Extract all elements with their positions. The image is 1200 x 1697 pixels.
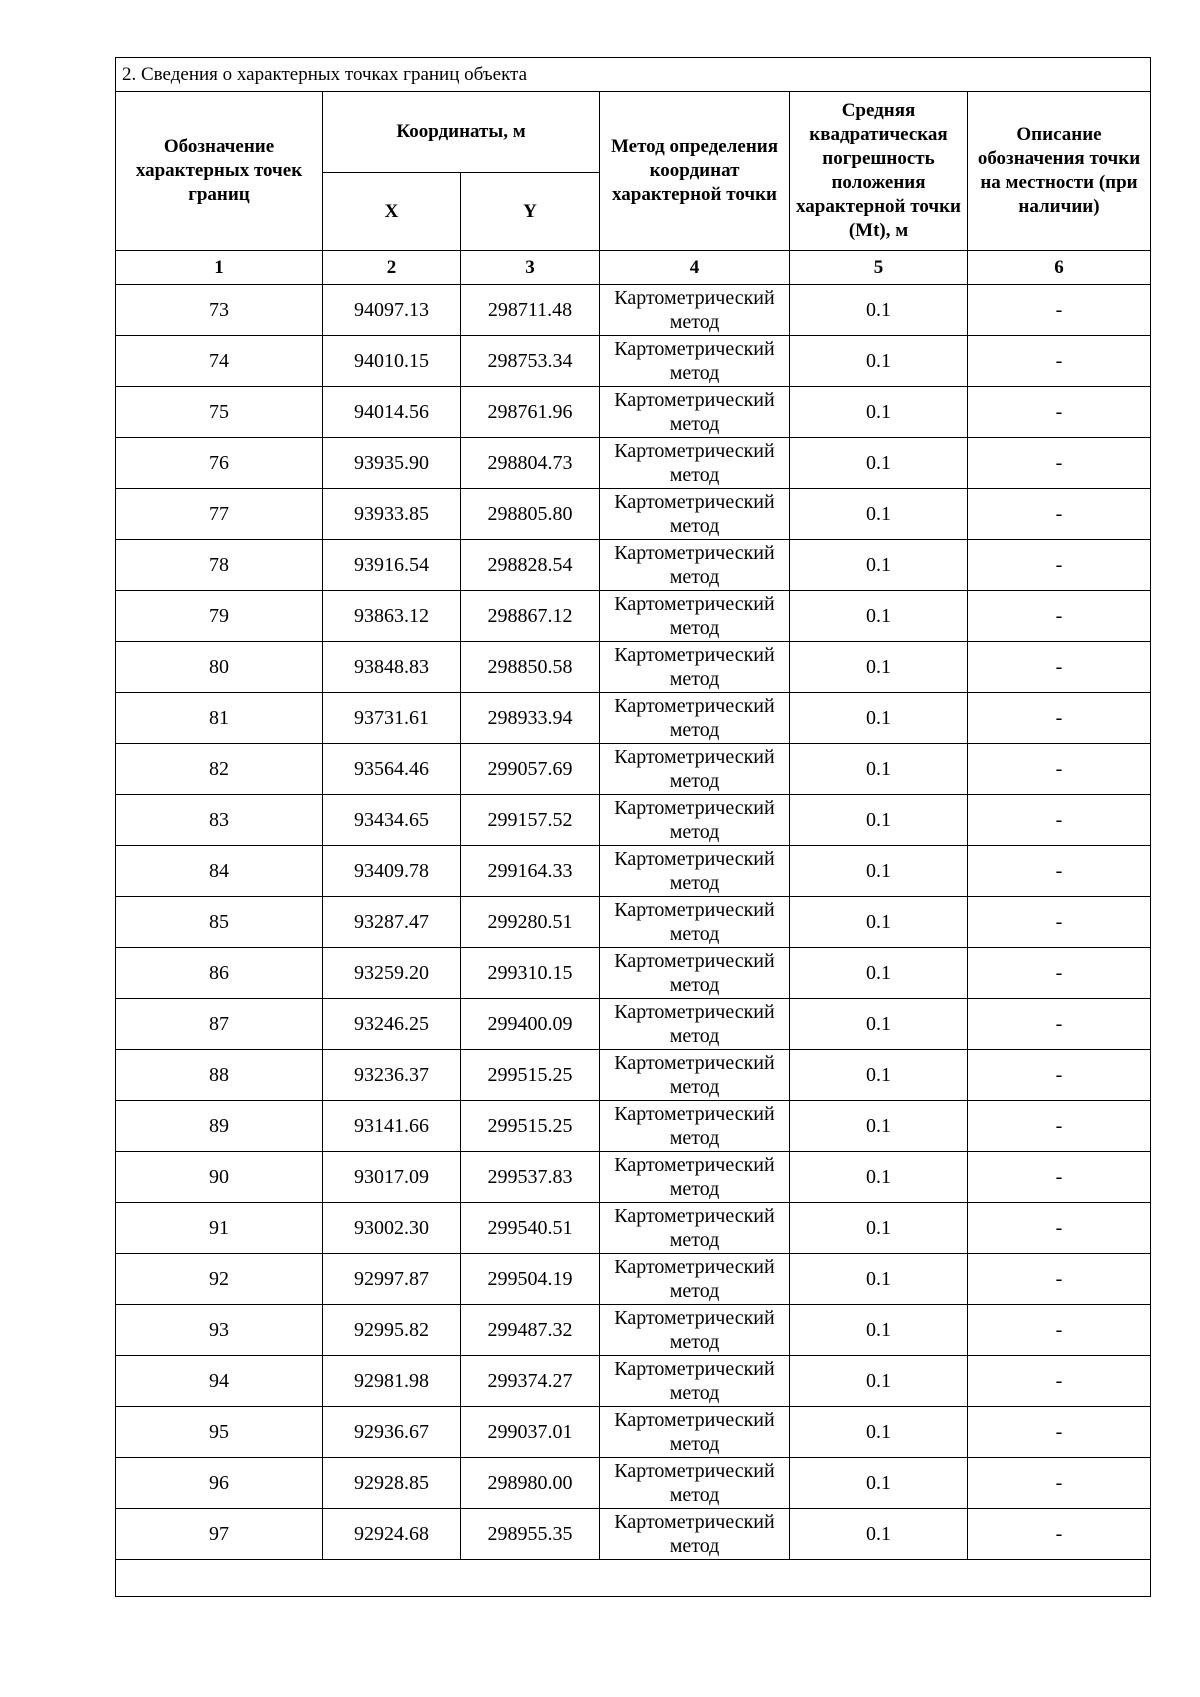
mean-error-cell: 0.1 bbox=[790, 846, 968, 897]
table-row bbox=[116, 336, 1151, 387]
column-number-row bbox=[116, 251, 1151, 285]
table-row bbox=[116, 591, 1151, 642]
method-line-1: Картометрический bbox=[614, 491, 775, 513]
description-cell: - bbox=[968, 387, 1151, 438]
mean-error-cell: 0.1 bbox=[790, 897, 968, 948]
point-cell: 89 bbox=[116, 1101, 323, 1152]
table-row bbox=[116, 540, 1151, 591]
x-coordinate-cell: 92995.82 bbox=[323, 1305, 461, 1356]
description-cell: - bbox=[968, 1152, 1151, 1203]
x-coordinate-cell: 93236.37 bbox=[323, 1050, 461, 1101]
point-cell: 87 bbox=[116, 999, 323, 1050]
point-cell: 92 bbox=[116, 1254, 323, 1305]
method-cell bbox=[600, 489, 790, 540]
method-line-1: Картометрический bbox=[614, 1511, 775, 1533]
table-row bbox=[116, 1203, 1151, 1254]
description-cell: - bbox=[968, 1305, 1151, 1356]
table-row bbox=[116, 1050, 1151, 1101]
x-coordinate-cell: 93002.30 bbox=[323, 1203, 461, 1254]
header-mean-error: Средняя квадратическая погрешность положения характерной точки (Mt), м bbox=[790, 92, 968, 251]
point-cell: 75 bbox=[116, 387, 323, 438]
x-coordinate-cell: 93141.66 bbox=[323, 1101, 461, 1152]
point-cell: 97 bbox=[116, 1509, 323, 1560]
section-title: 2. Сведения о характерных точках границ объекта bbox=[116, 58, 1151, 92]
method-line-2: метод bbox=[669, 821, 720, 843]
method-cell bbox=[600, 1407, 790, 1458]
method-line-2: метод bbox=[669, 1331, 720, 1353]
point-cell: 85 bbox=[116, 897, 323, 948]
table-row bbox=[116, 1101, 1151, 1152]
x-coordinate-cell: 93848.83 bbox=[323, 642, 461, 693]
mean-error-cell: 0.1 bbox=[790, 1356, 968, 1407]
point-cell: 94 bbox=[116, 1356, 323, 1407]
method-line-2: метод bbox=[669, 311, 720, 333]
header-description: Описание обозначения точки на местности (при наличии) bbox=[968, 92, 1151, 251]
method-line-1: Картометрический bbox=[614, 1460, 775, 1482]
method-line-1: Картометрический bbox=[614, 1154, 775, 1176]
mean-error-cell: 0.1 bbox=[790, 1101, 968, 1152]
y-coordinate-cell: 299280.51 bbox=[461, 897, 600, 948]
method-line-2: метод bbox=[669, 413, 720, 435]
document-page bbox=[115, 57, 1150, 1597]
method-line-1: Картометрический bbox=[614, 797, 775, 819]
method-cell bbox=[600, 795, 790, 846]
description-cell: - bbox=[968, 693, 1151, 744]
y-coordinate-cell: 299157.52 bbox=[461, 795, 600, 846]
point-cell: 96 bbox=[116, 1458, 323, 1509]
method-line-1: Картометрический bbox=[614, 899, 775, 921]
table-row bbox=[116, 438, 1151, 489]
method-cell bbox=[600, 642, 790, 693]
description-cell: - bbox=[968, 438, 1151, 489]
method-line-2: метод bbox=[669, 1484, 720, 1506]
point-cell: 83 bbox=[116, 795, 323, 846]
method-cell bbox=[600, 1152, 790, 1203]
method-line-2: метод bbox=[669, 617, 720, 639]
empty-footer-row bbox=[116, 1560, 1151, 1597]
x-coordinate-cell: 93863.12 bbox=[323, 591, 461, 642]
mean-error-cell: 0.1 bbox=[790, 336, 968, 387]
point-cell: 86 bbox=[116, 948, 323, 999]
point-cell: 93 bbox=[116, 1305, 323, 1356]
method-line-2: метод bbox=[669, 1433, 720, 1455]
description-cell: - bbox=[968, 489, 1151, 540]
method-cell bbox=[600, 1101, 790, 1152]
method-line-2: метод bbox=[669, 1025, 720, 1047]
y-coordinate-cell: 299504.19 bbox=[461, 1254, 600, 1305]
method-line-2: метод bbox=[669, 1382, 720, 1404]
x-coordinate-cell: 93259.20 bbox=[323, 948, 461, 999]
mean-error-cell: 0.1 bbox=[790, 489, 968, 540]
method-line-1: Картометрический bbox=[614, 593, 775, 615]
table-row bbox=[116, 948, 1151, 999]
mean-error-cell: 0.1 bbox=[790, 540, 968, 591]
method-cell bbox=[600, 387, 790, 438]
description-cell: - bbox=[968, 1254, 1151, 1305]
table-row bbox=[116, 1356, 1151, 1407]
table-row bbox=[116, 693, 1151, 744]
method-cell bbox=[600, 744, 790, 795]
method-cell bbox=[600, 1050, 790, 1101]
mean-error-cell: 0.1 bbox=[790, 1305, 968, 1356]
table-row bbox=[116, 1254, 1151, 1305]
description-cell: - bbox=[968, 336, 1151, 387]
method-line-1: Картометрический bbox=[614, 1052, 775, 1074]
y-coordinate-cell: 299164.33 bbox=[461, 846, 600, 897]
method-cell bbox=[600, 591, 790, 642]
mean-error-cell: 0.1 bbox=[790, 795, 968, 846]
method-line-2: метод bbox=[669, 362, 720, 384]
description-cell: - bbox=[968, 846, 1151, 897]
y-coordinate-cell: 298933.94 bbox=[461, 693, 600, 744]
method-cell bbox=[600, 999, 790, 1050]
description-cell: - bbox=[968, 744, 1151, 795]
table-row bbox=[116, 1407, 1151, 1458]
point-cell: 77 bbox=[116, 489, 323, 540]
x-coordinate-cell: 94010.15 bbox=[323, 336, 461, 387]
table-body bbox=[116, 285, 1151, 1560]
method-cell bbox=[600, 1458, 790, 1509]
method-line-1: Картометрический bbox=[614, 542, 775, 564]
x-coordinate-cell: 92924.68 bbox=[323, 1509, 461, 1560]
x-coordinate-cell: 92981.98 bbox=[323, 1356, 461, 1407]
table-row bbox=[116, 1458, 1151, 1509]
x-coordinate-cell: 94014.56 bbox=[323, 387, 461, 438]
empty-footer-cell bbox=[116, 1560, 1151, 1597]
table-row bbox=[116, 897, 1151, 948]
x-coordinate-cell: 93935.90 bbox=[323, 438, 461, 489]
table-row bbox=[116, 1509, 1151, 1560]
table-row bbox=[116, 387, 1151, 438]
point-cell: 95 bbox=[116, 1407, 323, 1458]
method-line-1: Картометрический bbox=[614, 1001, 775, 1023]
table-row bbox=[116, 642, 1151, 693]
y-coordinate-cell: 298867.12 bbox=[461, 591, 600, 642]
point-cell: 74 bbox=[116, 336, 323, 387]
x-coordinate-cell: 92997.87 bbox=[323, 1254, 461, 1305]
mean-error-cell: 0.1 bbox=[790, 285, 968, 336]
y-coordinate-cell: 299057.69 bbox=[461, 744, 600, 795]
description-cell: - bbox=[968, 285, 1151, 336]
method-cell bbox=[600, 336, 790, 387]
point-cell: 82 bbox=[116, 744, 323, 795]
method-line-1: Картометрический bbox=[614, 644, 775, 666]
method-line-1: Картометрический bbox=[614, 746, 775, 768]
method-line-2: метод bbox=[669, 464, 720, 486]
column-number: 3 bbox=[461, 251, 600, 285]
method-cell bbox=[600, 1509, 790, 1560]
point-cell: 73 bbox=[116, 285, 323, 336]
y-coordinate-cell: 299400.09 bbox=[461, 999, 600, 1050]
description-cell: - bbox=[968, 795, 1151, 846]
method-line-2: метод bbox=[669, 1076, 720, 1098]
method-line-1: Картометрический bbox=[614, 848, 775, 870]
header-coordinates: Координаты, м bbox=[323, 92, 600, 173]
header-y: Y bbox=[461, 173, 600, 251]
x-coordinate-cell: 92928.85 bbox=[323, 1458, 461, 1509]
point-cell: 80 bbox=[116, 642, 323, 693]
description-cell: - bbox=[968, 1203, 1151, 1254]
description-cell: - bbox=[968, 591, 1151, 642]
table-row bbox=[116, 999, 1151, 1050]
method-cell bbox=[600, 1254, 790, 1305]
mean-error-cell: 0.1 bbox=[790, 1203, 968, 1254]
description-cell: - bbox=[968, 1101, 1151, 1152]
description-cell: - bbox=[968, 948, 1151, 999]
method-line-1: Картометрический bbox=[614, 440, 775, 462]
mean-error-cell: 0.1 bbox=[790, 1254, 968, 1305]
method-cell bbox=[600, 948, 790, 999]
y-coordinate-cell: 298955.35 bbox=[461, 1509, 600, 1560]
method-line-2: метод bbox=[669, 719, 720, 741]
y-coordinate-cell: 299037.01 bbox=[461, 1407, 600, 1458]
method-line-1: Картометрический bbox=[614, 1256, 775, 1278]
method-line-2: метод bbox=[669, 770, 720, 792]
description-cell: - bbox=[968, 1050, 1151, 1101]
y-coordinate-cell: 299310.15 bbox=[461, 948, 600, 999]
method-cell bbox=[600, 1356, 790, 1407]
mean-error-cell: 0.1 bbox=[790, 1509, 968, 1560]
mean-error-cell: 0.1 bbox=[790, 1458, 968, 1509]
method-cell bbox=[600, 846, 790, 897]
point-cell: 78 bbox=[116, 540, 323, 591]
mean-error-cell: 0.1 bbox=[790, 591, 968, 642]
method-line-1: Картометрический bbox=[614, 950, 775, 972]
method-line-2: метод bbox=[669, 668, 720, 690]
method-line-1: Картометрический bbox=[614, 1205, 775, 1227]
header-method: Метод определения координат характерной точки bbox=[600, 92, 790, 251]
table-row bbox=[116, 1305, 1151, 1356]
x-coordinate-cell: 93916.54 bbox=[323, 540, 461, 591]
method-line-1: Картометрический bbox=[614, 695, 775, 717]
method-cell bbox=[600, 1305, 790, 1356]
method-line-2: метод bbox=[669, 872, 720, 894]
mean-error-cell: 0.1 bbox=[790, 744, 968, 795]
method-cell bbox=[600, 540, 790, 591]
y-coordinate-cell: 298753.34 bbox=[461, 336, 600, 387]
y-coordinate-cell: 298761.96 bbox=[461, 387, 600, 438]
mean-error-cell: 0.1 bbox=[790, 1407, 968, 1458]
method-line-2: метод bbox=[669, 1535, 720, 1557]
x-coordinate-cell: 93933.85 bbox=[323, 489, 461, 540]
description-cell: - bbox=[968, 1509, 1151, 1560]
method-line-2: метод bbox=[669, 1127, 720, 1149]
method-line-2: метод bbox=[669, 515, 720, 537]
column-number: 1 bbox=[116, 251, 323, 285]
method-cell bbox=[600, 897, 790, 948]
method-cell bbox=[600, 1203, 790, 1254]
point-cell: 90 bbox=[116, 1152, 323, 1203]
method-line-1: Картометрический bbox=[614, 389, 775, 411]
method-line-1: Картометрический bbox=[614, 1307, 775, 1329]
point-cell: 81 bbox=[116, 693, 323, 744]
column-number: 6 bbox=[968, 251, 1151, 285]
method-cell bbox=[600, 438, 790, 489]
mean-error-cell: 0.1 bbox=[790, 438, 968, 489]
method-line-2: метод bbox=[669, 1178, 720, 1200]
method-line-2: метод bbox=[669, 974, 720, 996]
point-cell: 84 bbox=[116, 846, 323, 897]
y-coordinate-cell: 299540.51 bbox=[461, 1203, 600, 1254]
x-coordinate-cell: 92936.67 bbox=[323, 1407, 461, 1458]
mean-error-cell: 0.1 bbox=[790, 642, 968, 693]
x-coordinate-cell: 93287.47 bbox=[323, 897, 461, 948]
y-coordinate-cell: 298828.54 bbox=[461, 540, 600, 591]
table-row bbox=[116, 1152, 1151, 1203]
y-coordinate-cell: 298980.00 bbox=[461, 1458, 600, 1509]
x-coordinate-cell: 93017.09 bbox=[323, 1152, 461, 1203]
boundary-points-table bbox=[115, 57, 1151, 1597]
table-row bbox=[116, 846, 1151, 897]
x-coordinate-cell: 93409.78 bbox=[323, 846, 461, 897]
method-cell bbox=[600, 285, 790, 336]
y-coordinate-cell: 299487.32 bbox=[461, 1305, 600, 1356]
x-coordinate-cell: 94097.13 bbox=[323, 285, 461, 336]
x-coordinate-cell: 93731.61 bbox=[323, 693, 461, 744]
y-coordinate-cell: 298805.80 bbox=[461, 489, 600, 540]
method-line-1: Картометрический bbox=[614, 338, 775, 360]
mean-error-cell: 0.1 bbox=[790, 693, 968, 744]
mean-error-cell: 0.1 bbox=[790, 387, 968, 438]
point-cell: 79 bbox=[116, 591, 323, 642]
method-line-2: метод bbox=[669, 923, 720, 945]
point-cell: 91 bbox=[116, 1203, 323, 1254]
y-coordinate-cell: 299515.25 bbox=[461, 1050, 600, 1101]
method-line-2: метод bbox=[669, 566, 720, 588]
table-row bbox=[116, 744, 1151, 795]
description-cell: - bbox=[968, 1458, 1151, 1509]
method-cell bbox=[600, 693, 790, 744]
table-row bbox=[116, 285, 1151, 336]
y-coordinate-cell: 298804.73 bbox=[461, 438, 600, 489]
method-line-1: Картометрический bbox=[614, 1103, 775, 1125]
table-row bbox=[116, 489, 1151, 540]
description-cell: - bbox=[968, 897, 1151, 948]
header-point-designation: Обозначение характерных точек границ bbox=[116, 92, 323, 251]
y-coordinate-cell: 299537.83 bbox=[461, 1152, 600, 1203]
mean-error-cell: 0.1 bbox=[790, 1152, 968, 1203]
y-coordinate-cell: 298850.58 bbox=[461, 642, 600, 693]
mean-error-cell: 0.1 bbox=[790, 948, 968, 999]
method-line-2: метод bbox=[669, 1280, 720, 1302]
column-number: 4 bbox=[600, 251, 790, 285]
y-coordinate-cell: 299515.25 bbox=[461, 1101, 600, 1152]
method-line-1: Картометрический bbox=[614, 1409, 775, 1431]
point-cell: 76 bbox=[116, 438, 323, 489]
y-coordinate-cell: 298711.48 bbox=[461, 285, 600, 336]
y-coordinate-cell: 299374.27 bbox=[461, 1356, 600, 1407]
method-line-1: Картометрический bbox=[614, 1358, 775, 1380]
table-row bbox=[116, 795, 1151, 846]
description-cell: - bbox=[968, 1356, 1151, 1407]
description-cell: - bbox=[968, 999, 1151, 1050]
mean-error-cell: 0.1 bbox=[790, 1050, 968, 1101]
description-cell: - bbox=[968, 1407, 1151, 1458]
description-cell: - bbox=[968, 642, 1151, 693]
method-line-1: Картометрический bbox=[614, 287, 775, 309]
x-coordinate-cell: 93564.46 bbox=[323, 744, 461, 795]
method-line-2: метод bbox=[669, 1229, 720, 1251]
header-x: X bbox=[323, 173, 461, 251]
x-coordinate-cell: 93246.25 bbox=[323, 999, 461, 1050]
column-number: 5 bbox=[790, 251, 968, 285]
x-coordinate-cell: 93434.65 bbox=[323, 795, 461, 846]
point-cell: 88 bbox=[116, 1050, 323, 1101]
description-cell: - bbox=[968, 540, 1151, 591]
column-number: 2 bbox=[323, 251, 461, 285]
mean-error-cell: 0.1 bbox=[790, 999, 968, 1050]
